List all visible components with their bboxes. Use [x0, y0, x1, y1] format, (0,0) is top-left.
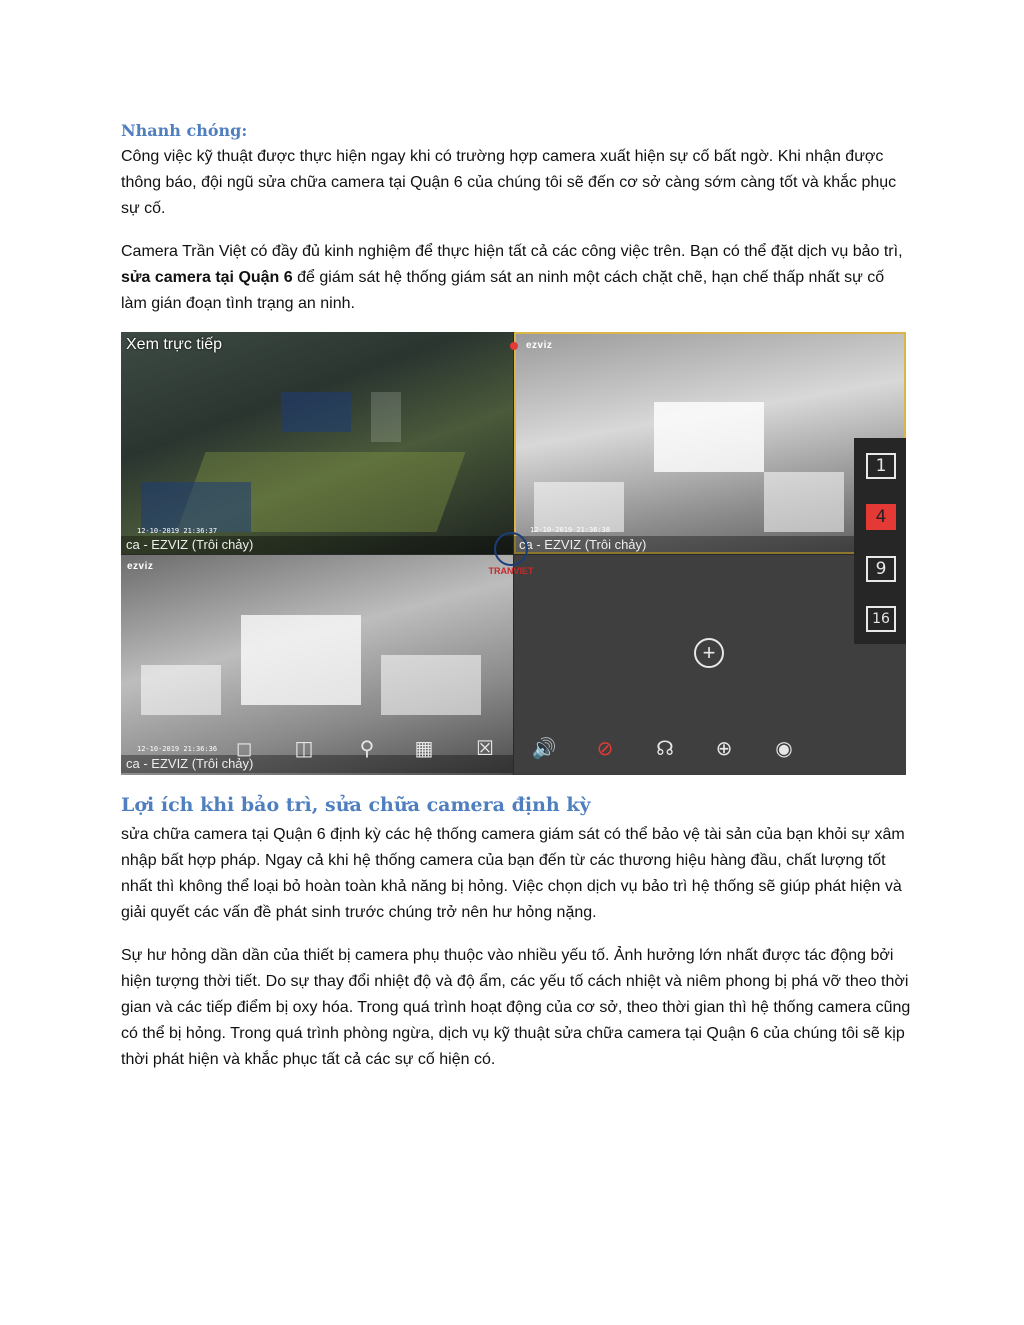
paragraph-experience [121, 239, 911, 317]
ptz-icon[interactable]: ⚲ [359, 736, 375, 760]
camera-tile-2[interactable] [514, 332, 906, 554]
volume-icon[interactable]: 🔊 [531, 736, 557, 760]
image-quality-icon[interactable]: ▦ [414, 736, 434, 760]
layout-9-button[interactable]: 9 [866, 556, 896, 582]
camera-toolbar [121, 730, 906, 766]
section-heading-nhanh-chong: Nhanh chóng: [121, 121, 248, 140]
mic-off-icon[interactable]: ⊘ [596, 736, 614, 760]
timestamp: 12-10-2019 21:36:37 [137, 527, 218, 535]
paragraph-quick-response: Công việc kỹ thuật được thực hiện ngay khi có trường hợp camera xuất hiện sự cố bất ngờ. Khi nhận được thông báo, đội ngũ sửa chữa camera tại Quận 6 của chúng tôi sẽ đến cơ sở càng sớm càng tốt và khắc phục sự cố. [121, 148, 897, 217]
watermark-text: TRANVIET [488, 566, 534, 576]
video-record-icon[interactable]: ◫ [294, 736, 314, 760]
layout-selector [854, 438, 906, 644]
layout-16-button[interactable]: 16 [866, 606, 896, 632]
ezviz-logo: ezviz [526, 340, 553, 351]
add-camera-icon[interactable]: + [694, 638, 724, 668]
paragraph-degradation: Sự hư hỏng dần dần của thiết bị camera phụ thuộc vào nhiều yếu tố. Ảnh hưởng lớn nhất được tác động bởi hiện tượng thời tiết. Do sự thay đổi nhiệt độ và độ ẩm, các yếu tố cách nhiệt và niêm phong bị phá vỡ theo thời gian và các tiếp điểm bị oxy hóa. Trong quá trình hoạt động của cơ sở, theo thời gian thì hệ thống camera cũng có thể bị hỏng. Trong quá trình phòng ngừa, dịch vụ kỹ thuật sửa chữa camera tại Quận 6 của chúng tôi sẽ kịp thời phát hiện và khắc phục tất cả các sự cố hiện có. [121, 947, 911, 1068]
camera-icon[interactable]: ◻ [235, 736, 253, 760]
timestamp: 12-10-2019 21:36:38 [530, 526, 611, 534]
recording-indicator-icon [510, 342, 518, 350]
paragraph-text: để giám sát hệ thống giám sát an ninh một cách chặt chẽ, hạn chế thấp nhất sự cố làm gián đoạn tình trạng an ninh. [121, 269, 885, 312]
layout-4-button[interactable]: 4 [866, 504, 896, 530]
alarm-icon[interactable]: ☊ [656, 736, 674, 760]
watermark-logo-icon [494, 532, 528, 566]
camera-caption: ca - EZVIZ (Trôi chảy) [514, 536, 906, 554]
paragraph-benefits: sửa chữa camera tại Quận 6 định kỳ các hệ thống camera giám sát có thể bảo vệ tài sản của bạn khỏi sự xâm nhập bất hợp pháp. Ngay cả khi hệ thống camera của bạn đến từ các thương hiệu hàng đầu, chất lượng tốt nhất thì không thể loại bỏ hoàn toàn khả năng bị hỏng. Việc chọn dịch vụ bảo trì hệ thống sẽ giúp phát hiện và giải quyết các vấn đề phát sinh trước chúng trở nên hư hỏng nặng. [121, 826, 905, 921]
camera-screenshot [121, 332, 906, 775]
camera-caption: ca - EZVIZ (Trôi chảy) [121, 755, 513, 773]
section-heading-benefits: Lợi ích khi bảo trì, sửa chữa camera định kỳ [121, 794, 591, 816]
paragraph-text: Camera Trần Việt có đầy đủ kinh nghiệm để thực hiện tất cả các công việc trên. Bạn có thể đặt dịch vụ bảo trì, [121, 243, 903, 260]
bold-link-text: sửa camera tại Quận 6 [121, 269, 293, 286]
layout-1-button[interactable]: 1 [866, 453, 896, 479]
timestamp: 12-10-2019 21:36:36 [137, 745, 218, 753]
live-view-title: Xem trực tiếp [126, 336, 223, 353]
ezviz-logo: ezviz [127, 561, 154, 572]
zoom-in-icon[interactable]: ⊕ [715, 736, 733, 760]
record-dot-icon[interactable]: ◉ [775, 736, 793, 760]
camera-tile-1[interactable] [121, 332, 513, 554]
tranviet-watermark [483, 532, 539, 578]
camera-caption: ca - EZVIZ (Trôi chảy) [121, 536, 513, 554]
close-window-icon[interactable]: ☒ [476, 736, 494, 760]
